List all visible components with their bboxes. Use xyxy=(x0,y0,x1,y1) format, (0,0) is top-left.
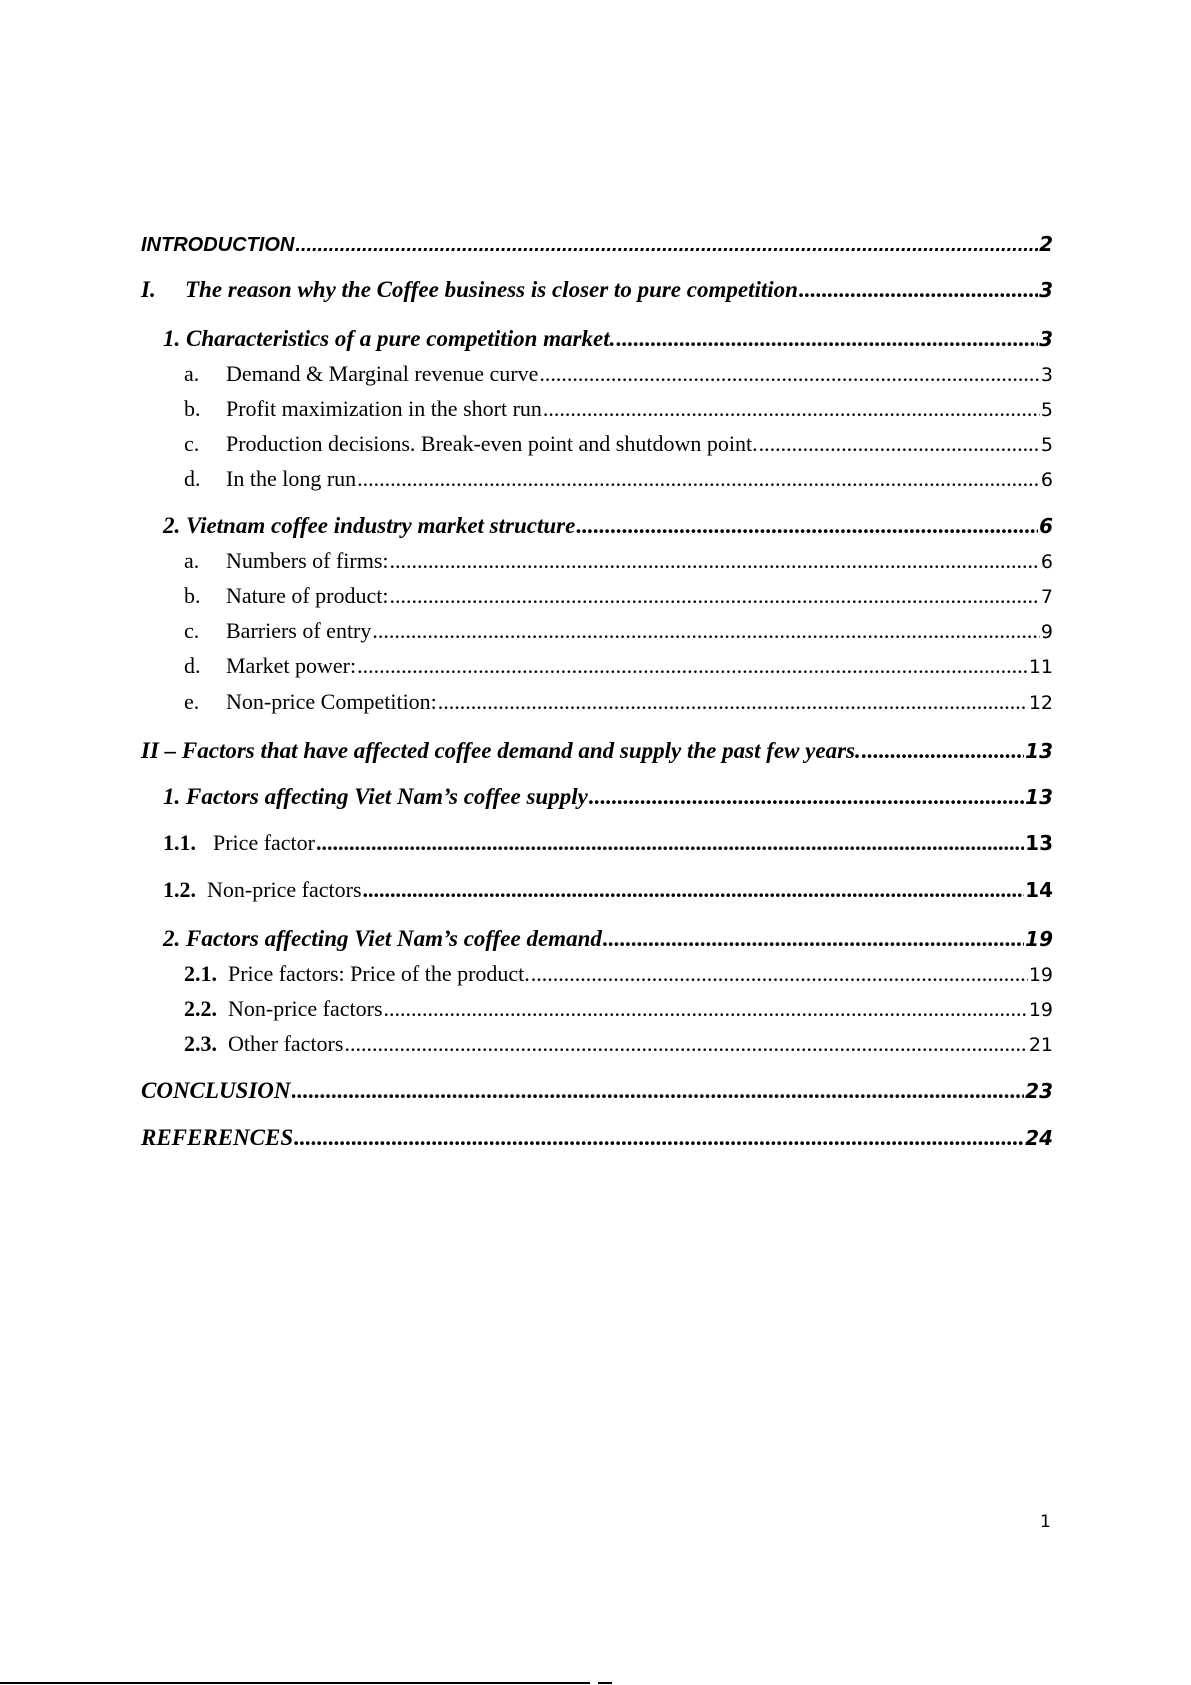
toc-entry-text: Price factors: Price of the product. xyxy=(228,961,530,986)
toc-leader-dots xyxy=(295,234,1038,257)
toc-entry-number: 1.2. xyxy=(163,877,196,902)
toc-entry-page: 13 xyxy=(1025,831,1053,855)
toc-entry-item[interactable] xyxy=(163,830,1053,856)
toc-entry-section-1[interactable] xyxy=(141,277,1053,303)
toc-entry-number: 2.1. xyxy=(184,961,217,986)
toc-entry-number: d. xyxy=(184,653,201,678)
toc-entry-text: Production decisions. Break-even point and shutdown point. xyxy=(226,431,758,456)
toc-entry-page: 3 xyxy=(1040,364,1053,386)
toc-leader-dots xyxy=(531,961,1028,987)
toc-entry-number: e. xyxy=(184,689,200,714)
toc-entry-text: 1. Factors affecting Viet Nam’s coffee supply xyxy=(163,784,588,809)
toc-entry-page: 3 xyxy=(1039,278,1053,302)
toc-entry-item[interactable] xyxy=(184,466,1053,492)
toc-entry-item[interactable] xyxy=(184,431,1053,457)
toc-entry-page: 5 xyxy=(1040,434,1053,456)
toc-entry-subsection-2-1[interactable] xyxy=(163,784,1053,810)
toc-entry-references[interactable] xyxy=(141,1125,1053,1151)
toc-leader-dots xyxy=(344,1031,1027,1057)
toc-entry-item[interactable] xyxy=(184,548,1053,574)
toc-entry-page: 19 xyxy=(1028,964,1053,986)
toc-entry-item[interactable] xyxy=(184,1031,1053,1057)
toc-entry-page: 13 xyxy=(1025,739,1053,763)
toc-entry-page: 21 xyxy=(1028,1034,1053,1056)
toc-entry-page: 9 xyxy=(1040,621,1053,643)
toc-entry-subsection-2-2[interactable] xyxy=(163,926,1053,952)
page-number: 1 xyxy=(1040,1512,1051,1532)
toc-entry-text: II – Factors that have affected coffee demand and supply the past few years. xyxy=(141,738,861,763)
toc-entry-number: a. xyxy=(184,361,200,386)
toc-entry-item[interactable] xyxy=(184,396,1053,422)
toc-leader-dots xyxy=(384,996,1028,1022)
toc-leader-dots xyxy=(372,618,1040,644)
toc-leader-dots xyxy=(543,396,1040,422)
toc-entry-page: 3 xyxy=(1039,327,1053,351)
toc-entry-number: c. xyxy=(184,431,200,456)
toc-entry-page: 23 xyxy=(1025,1079,1053,1103)
toc-leader-dots xyxy=(576,513,1038,539)
toc-entry-page: 19 xyxy=(1025,927,1053,951)
toc-entry-item[interactable] xyxy=(184,583,1053,609)
toc-entry-text: INTRODUCTION xyxy=(141,234,295,256)
footer-rule xyxy=(0,1682,590,1684)
toc-entry-text: Non-price factors xyxy=(207,877,362,902)
toc-leader-dots xyxy=(292,1078,1025,1104)
toc-entry-item[interactable] xyxy=(184,996,1053,1022)
toc-leader-dots xyxy=(759,431,1040,457)
toc-entry-text: In the long run xyxy=(226,466,357,491)
toc-leader-dots xyxy=(390,583,1040,609)
toc-entry-page: 2 xyxy=(1039,232,1053,256)
toc-leader-dots xyxy=(438,689,1028,715)
toc-entry-text: Other factors xyxy=(228,1031,344,1056)
toc-entry-text: Price factor xyxy=(213,830,315,855)
toc-entry-section-2[interactable] xyxy=(141,738,1053,764)
toc-entry-text: The reason why the Coffee business is closer to pure competition xyxy=(185,277,798,302)
toc-entry-item[interactable] xyxy=(184,361,1053,387)
toc-entry-item[interactable] xyxy=(184,618,1053,644)
toc-entry-number: I. xyxy=(141,277,156,302)
toc-entry-page: 14 xyxy=(1025,878,1053,902)
toc-entry-text: 1. Characteristics of a pure competition market. xyxy=(163,326,616,351)
toc-leader-dots xyxy=(603,926,1024,952)
toc-leader-dots xyxy=(799,277,1038,303)
toc-entry-page: 6 xyxy=(1039,514,1053,538)
toc-entry-text: Barriers of entry xyxy=(226,618,372,643)
toc-entry-text: Non-price factors xyxy=(228,996,383,1021)
toc-leader-dots xyxy=(390,548,1040,574)
toc-leader-dots xyxy=(357,466,1040,492)
toc-leader-dots xyxy=(357,653,1028,679)
toc-entry-item[interactable] xyxy=(184,653,1053,679)
toc-entry-number: 2.2. xyxy=(184,996,217,1021)
toc-entry-text: 2. Vietnam coffee industry market structure xyxy=(163,513,576,538)
toc-entry-page: 5 xyxy=(1040,399,1053,421)
toc-entry-item[interactable] xyxy=(163,877,1053,903)
toc-entry-page: 13 xyxy=(1025,785,1053,809)
toc-entry-number: d. xyxy=(184,466,201,491)
toc-entry-text: Market power: xyxy=(226,653,357,678)
toc-entry-text: REFERENCES xyxy=(141,1125,294,1150)
toc-entry-conclusion[interactable] xyxy=(141,1078,1053,1104)
toc-entry-item[interactable] xyxy=(184,689,1053,715)
toc-entry-number: a. xyxy=(184,548,200,573)
toc-entry-number: 2.3. xyxy=(184,1031,217,1056)
toc-entry-page: 11 xyxy=(1028,656,1053,678)
toc-entry-number: b. xyxy=(184,583,201,608)
toc-leader-dots xyxy=(539,361,1040,387)
toc-entry-page: 7 xyxy=(1040,586,1053,608)
toc-leader-dots xyxy=(294,1125,1024,1151)
toc-leader-dots xyxy=(862,738,1024,764)
toc-entry-text: Nature of product: xyxy=(226,583,389,608)
toc-leader-dots xyxy=(363,877,1025,903)
toc-leader-dots xyxy=(589,784,1024,810)
toc-entry-page: 6 xyxy=(1040,469,1053,491)
footer-rule-segment xyxy=(598,1682,612,1684)
toc-leader-dots xyxy=(316,830,1024,856)
toc-entry-number: b. xyxy=(184,396,201,421)
toc-entry-introduction[interactable] xyxy=(141,232,1053,257)
toc-entry-text: Demand & Marginal revenue curve xyxy=(226,361,539,386)
toc-entry-text: Profit maximization in the short run xyxy=(226,396,542,421)
toc-entry-subsection-1-2[interactable] xyxy=(163,513,1053,539)
toc-entry-page: 19 xyxy=(1028,999,1053,1021)
toc-entry-number: c. xyxy=(184,618,200,643)
toc-entry-page: 12 xyxy=(1028,692,1053,714)
toc-leader-dots xyxy=(616,326,1038,352)
toc-entry-text: Non-price Competition: xyxy=(226,689,437,714)
toc-entry-text: Numbers of firms: xyxy=(226,548,389,573)
toc-entry-subsection-1-1[interactable] xyxy=(163,326,1053,352)
toc-entry-item[interactable] xyxy=(184,961,1053,987)
toc-entry-page: 24 xyxy=(1025,1126,1053,1150)
toc-entry-text: 2. Factors affecting Viet Nam’s coffee demand xyxy=(163,926,602,951)
toc-entry-page: 6 xyxy=(1040,551,1053,573)
toc-entry-text: CONCLUSION xyxy=(141,1078,291,1103)
toc-entry-number: 1.1. xyxy=(163,830,196,855)
